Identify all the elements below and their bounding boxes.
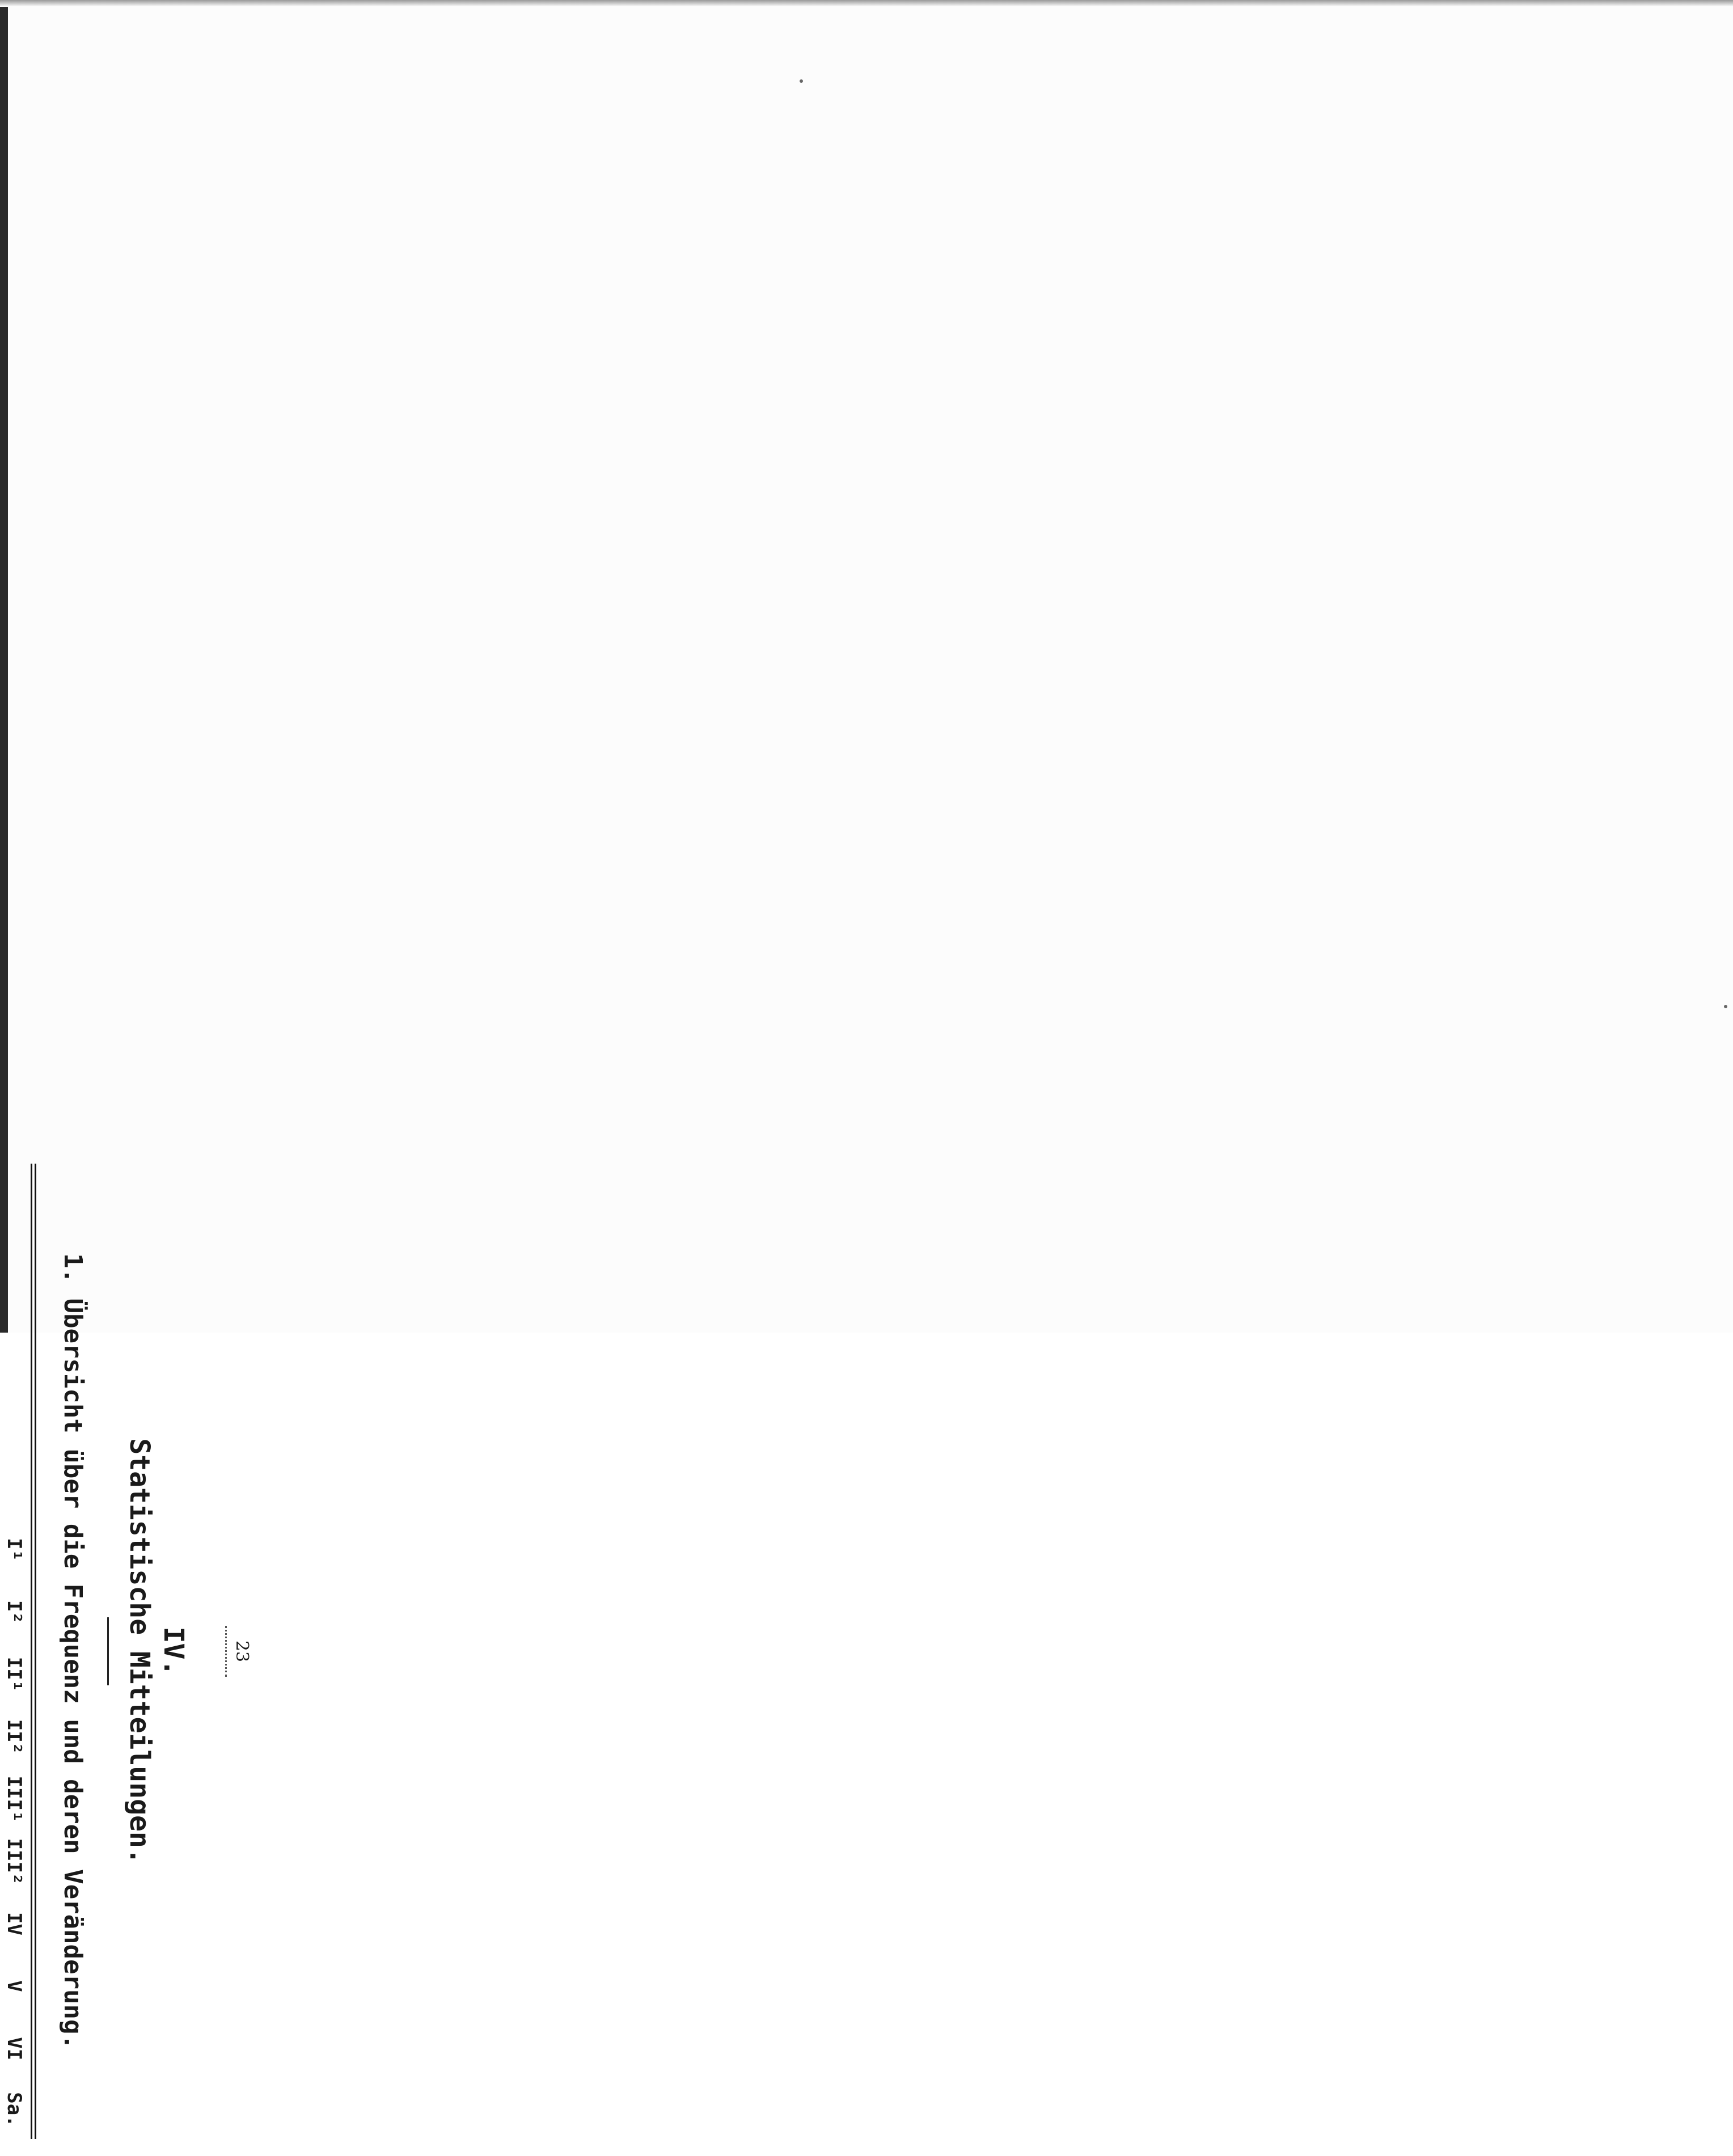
section-numeral: IV.: [158, 1626, 189, 1676]
scan-edge-left: [0, 0, 8, 1333]
col-header: III²: [0, 1831, 33, 1893]
scan-edge-top: [0, 0, 1733, 7]
col-header: V: [0, 1955, 33, 2018]
rotated-page-content: [0, 1147, 257, 2156]
page-number: 23: [232, 1640, 252, 1663]
speck: [1724, 1005, 1727, 1008]
col-header: II¹: [0, 1643, 33, 1706]
col-header: II²: [0, 1706, 33, 1768]
section-title: Statistische Mitteilungen.: [124, 1438, 155, 1865]
col-header: III¹: [0, 1768, 33, 1831]
col-header: IV: [0, 1893, 33, 1955]
col-header: VI: [0, 2018, 33, 2081]
speck: [800, 79, 803, 83]
col-header: I²: [0, 1581, 33, 1643]
col-header: I¹: [0, 1519, 33, 1581]
col-header-sum: Sa.: [0, 2080, 33, 2139]
scanned-page: [3, 7, 1733, 2127]
page-number-ornament: [225, 1626, 229, 1677]
title-separator: [107, 1617, 109, 1685]
table1-title: 1. Übersicht über die Frequenz und deren Veränderung.: [58, 1253, 87, 2049]
frequency-header-blank: [0, 1164, 33, 1519]
frequency-table: [0, 1164, 36, 2139]
frequency-header-row: [0, 1164, 33, 2139]
